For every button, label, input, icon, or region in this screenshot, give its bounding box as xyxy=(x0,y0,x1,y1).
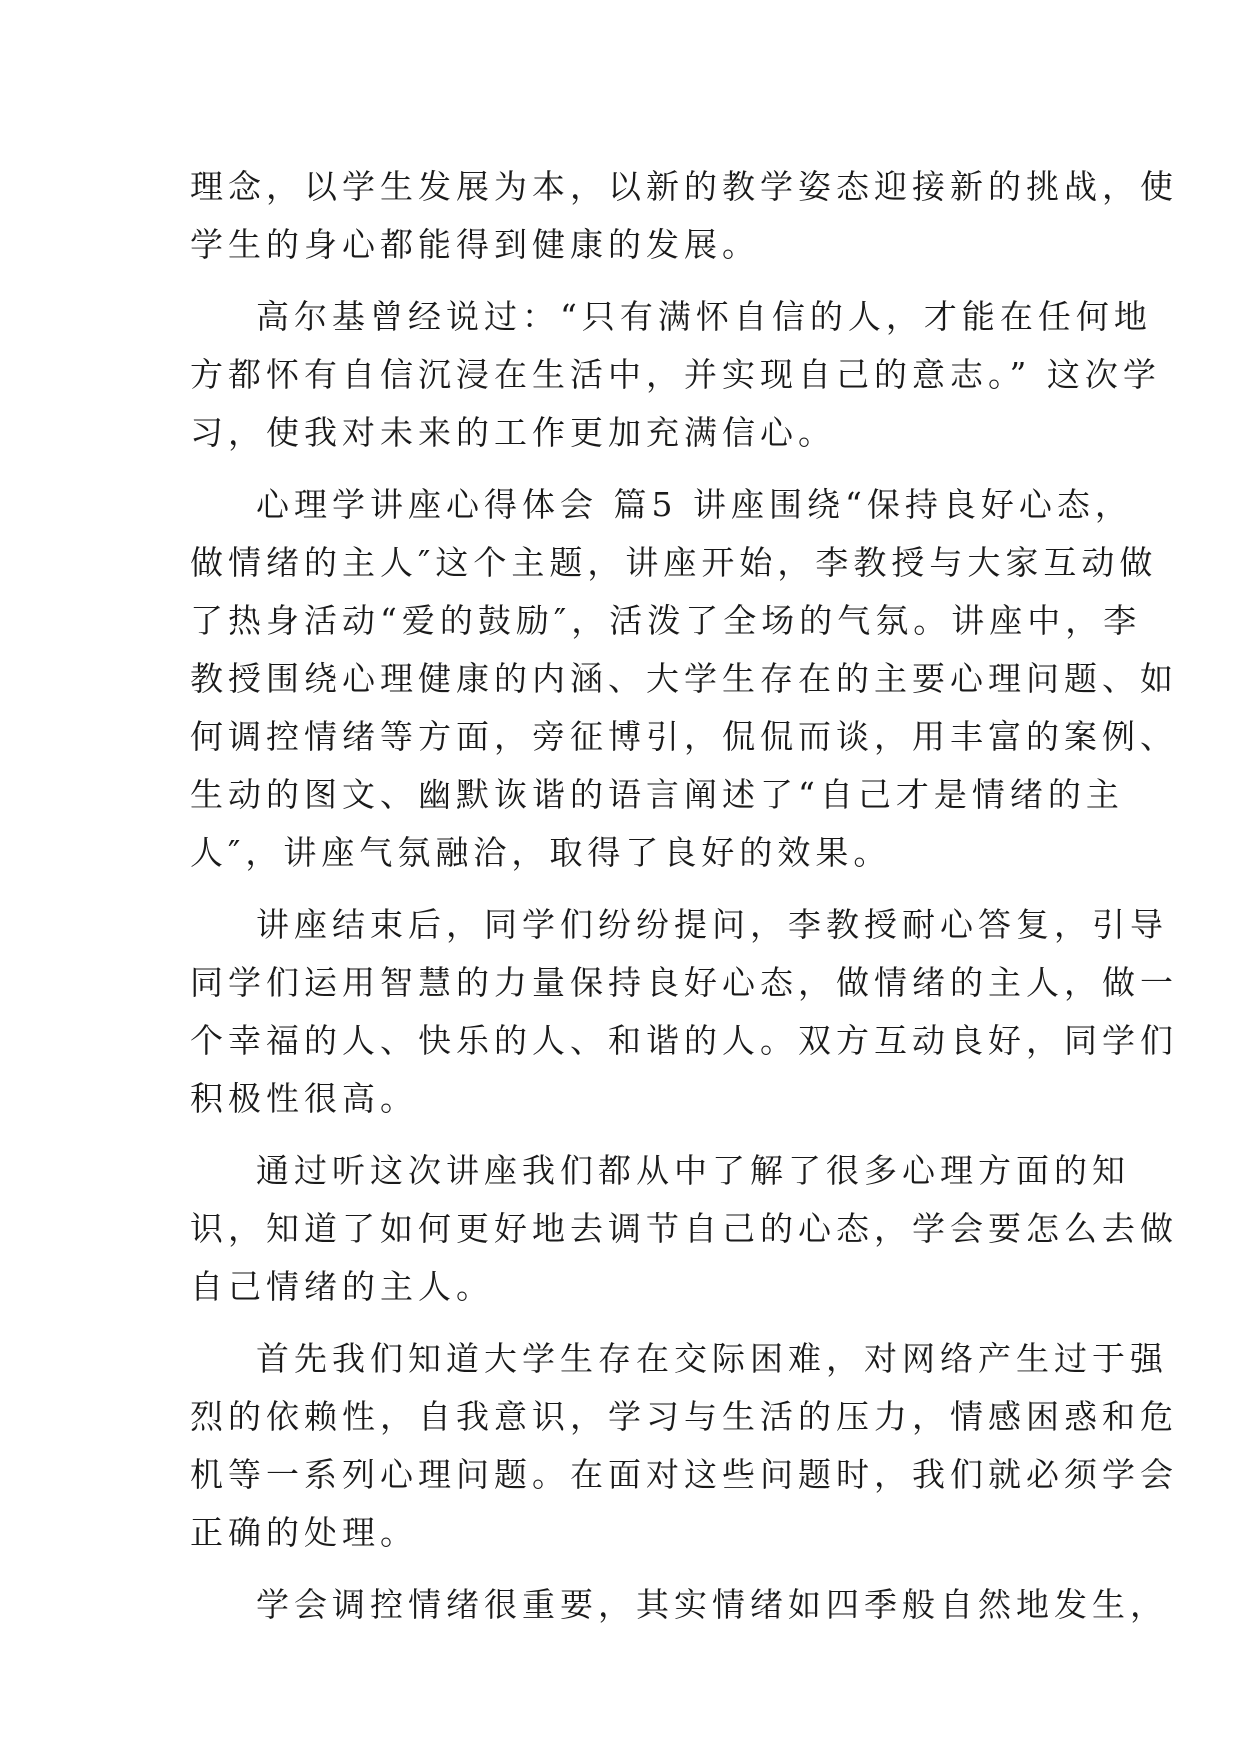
text-line: 何调控情绪等方面，旁征博引，侃侃而谈，用丰富的案例、 xyxy=(190,717,1178,756)
paragraph xyxy=(190,1330,1178,1562)
text-line: 心理学讲座心得体会 篇5 讲座围绕“保持良好心态， xyxy=(256,485,1133,524)
text-line: 理念，以学生发展为本，以新的教学姿态迎接新的挑战，使 xyxy=(190,167,1178,206)
text-line: 同学们运用智慧的力量保持良好心态，做情绪的主人，做一 xyxy=(190,963,1178,1002)
text-line: 学会调控情绪很重要，其实情绪如四季般自然地发生， xyxy=(256,1585,1168,1624)
text-line: 讲座结束后，同学们纷纷提问，李教授耐心答复，引导 xyxy=(256,905,1168,944)
text-line: 学生的身心都能得到健康的发展。 xyxy=(190,225,760,264)
text-line: 做情绪的主人″这个主题，讲座开始，李教授与大家互动做 xyxy=(190,543,1158,582)
paragraph-spacer xyxy=(190,462,1070,476)
text-line: 方都怀有自信沉浸在生活中，并实现自己的意志。” 这次学 xyxy=(190,355,1161,394)
paragraph xyxy=(190,476,1178,882)
paragraph xyxy=(190,1576,1168,1634)
text-line: 高尔基曾经说过：“只有满怀自信的人，才能在任何地 xyxy=(256,297,1152,336)
text-line: 首先我们知道大学生存在交际困难，对网络产生过于强 xyxy=(256,1339,1168,1378)
paragraph-spacer xyxy=(190,882,1070,896)
text-line: 生动的图文、幽默诙谐的语言阐述了“自己才是情绪的主 xyxy=(190,775,1124,814)
paragraph xyxy=(190,158,1178,274)
paragraph xyxy=(190,896,1178,1128)
text-line: 习，使我对未来的工作更加充满信心。 xyxy=(190,413,836,452)
paragraph-spacer xyxy=(190,1128,1070,1142)
text-line: 识，知道了如何更好地去调节自己的心态，学会要怎么去做 xyxy=(190,1209,1178,1248)
paragraph-spacer xyxy=(190,1562,1070,1576)
text-line: 机等一系列心理问题。在面对这些问题时，我们就必须学会 xyxy=(190,1455,1178,1494)
text-line: 烈的依赖性，自我意识，学习与生活的压力，情感困惑和危 xyxy=(190,1397,1178,1436)
text-line: 通过听这次讲座我们都从中了解了很多心理方面的知 xyxy=(256,1151,1130,1190)
paragraph-spacer xyxy=(190,1316,1070,1330)
paragraph xyxy=(190,1142,1178,1316)
paragraph-spacer xyxy=(190,274,1070,288)
body-text xyxy=(190,158,1178,1634)
text-line: 人″，讲座气氛融洽，取得了良好的效果。 xyxy=(190,833,892,872)
text-line: 正确的处理。 xyxy=(190,1513,418,1552)
text-line: 个幸福的人、快乐的人、和谐的人。双方互动良好，同学们 xyxy=(190,1021,1178,1060)
text-line: 自己情绪的主人。 xyxy=(190,1267,494,1306)
paragraph xyxy=(190,288,1161,462)
text-line: 积极性很高。 xyxy=(190,1079,418,1118)
text-line: 了热身活动“爱的鼓励″，活泼了全场的气氛。讲座中，李 xyxy=(190,601,1142,640)
text-line: 教授围绕心理健康的内涵、大学生存在的主要心理问题、如 xyxy=(190,659,1178,698)
